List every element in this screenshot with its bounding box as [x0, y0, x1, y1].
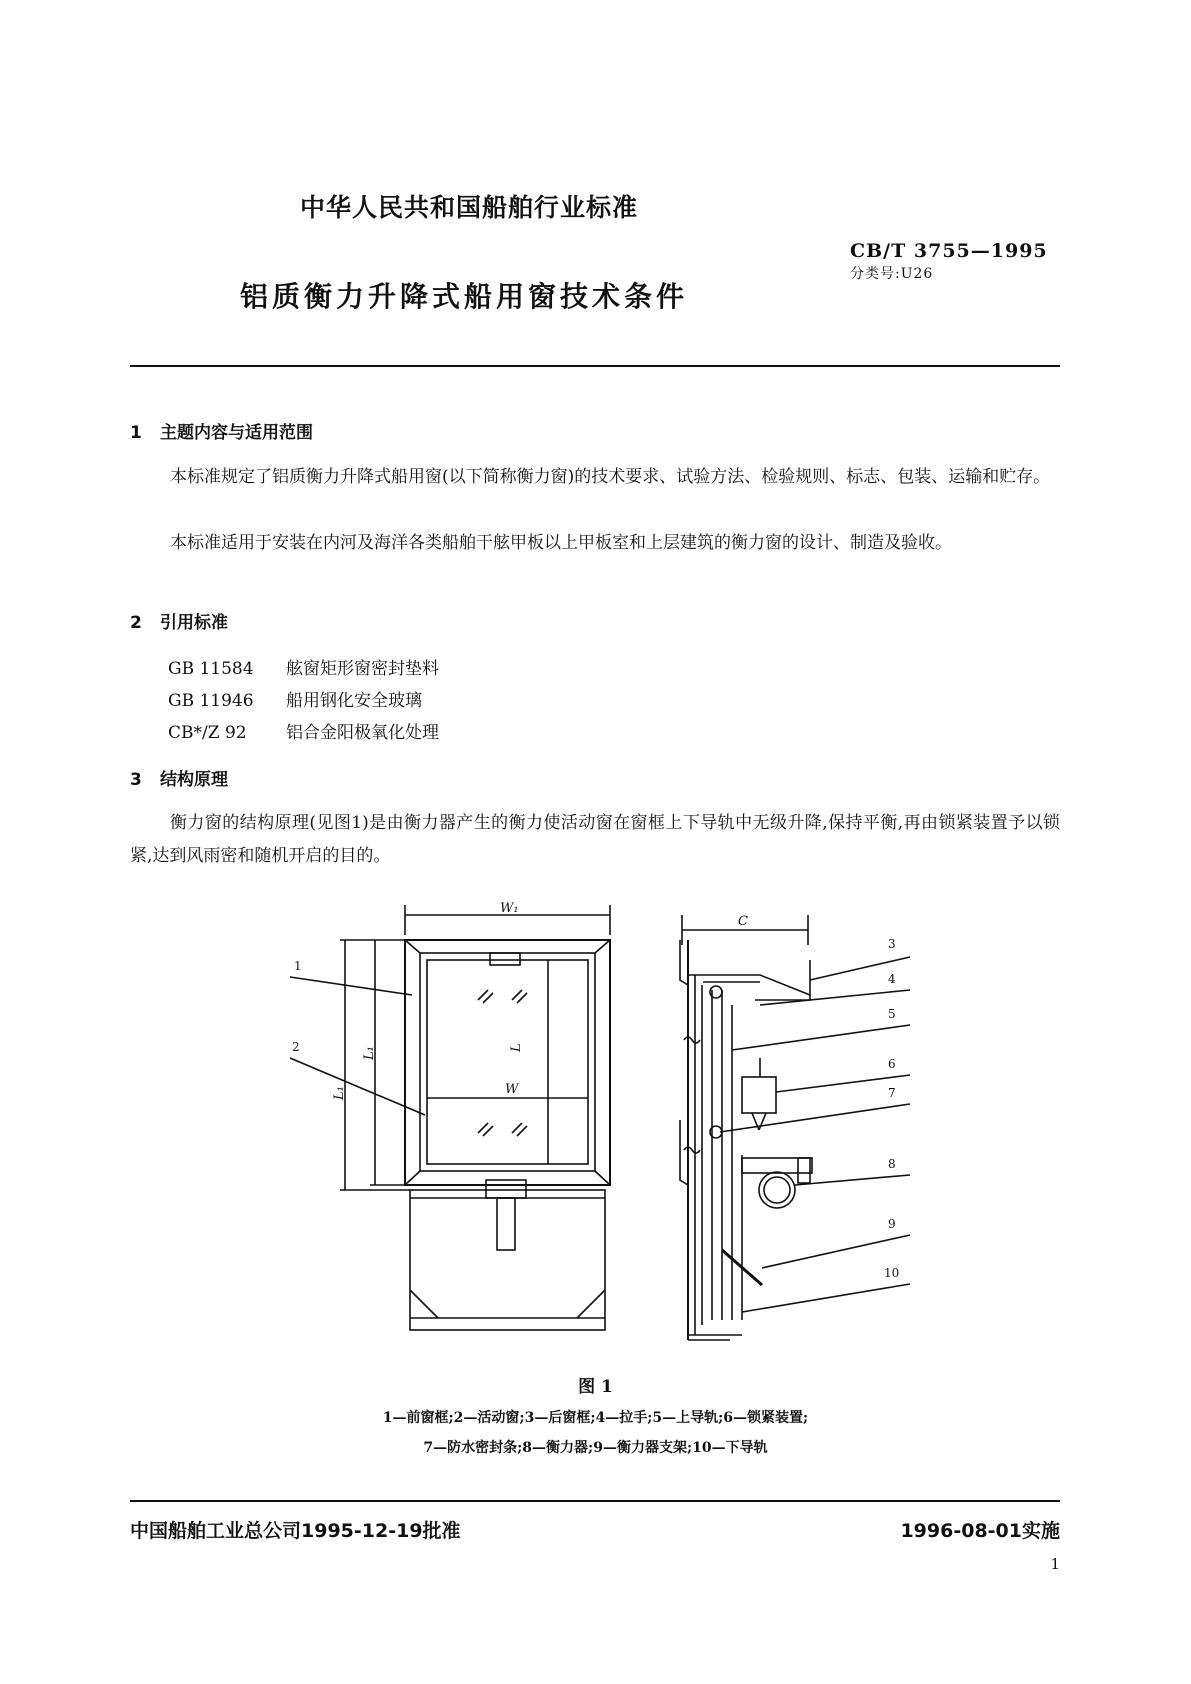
handle-mount	[486, 1180, 526, 1198]
frame-corner	[595, 940, 610, 953]
section-1-title: 主题内容与适用范围	[160, 423, 313, 443]
balancer-bracket-top	[742, 1158, 812, 1173]
leader-line-9	[762, 1235, 910, 1268]
figure-legend-line-2: 7—防水密封条;8—衡力器;9—衡力器支架;10—下导轨	[423, 1440, 768, 1456]
leader-line-5	[732, 1025, 910, 1050]
standard-org-title: 中华人民共和国船舶行业标准	[300, 193, 639, 222]
lower-brace	[410, 1290, 438, 1318]
balancer-inner	[764, 1177, 790, 1203]
locking-device	[742, 1077, 776, 1113]
label-callout-8: 8	[888, 1157, 896, 1171]
label-callout-7: 7	[888, 1086, 896, 1100]
footer-rule	[130, 1500, 1060, 1502]
figure-legend-line-1: 1—前窗框;2—活动窗;3—后窗框;4—拉手;5—上导轨;6—锁紧装置;	[382, 1410, 809, 1426]
section-1-paragraph-2: 本标准适用于安装在内河及海洋各类船舶干舷甲板以上甲板室和上层建筑的衡力窗的设计、制造及验收。	[170, 533, 952, 553]
label-callout-3: 3	[888, 937, 896, 951]
reference-name: 舷窗矩形窗密封垫料	[286, 659, 439, 679]
lower-box	[410, 1190, 605, 1330]
handle	[497, 1198, 515, 1250]
break-marks	[684, 1037, 700, 1153]
leader-line-4	[760, 990, 910, 1005]
label-c: C	[738, 914, 748, 929]
label-callout-9: 9	[888, 1217, 896, 1231]
reference-code: GB 11946	[168, 691, 254, 711]
reference-name: 铝合金阳极氧化处理	[286, 723, 439, 743]
standard-code: CB/T 3755—1995	[850, 240, 1048, 262]
approval-statement: 中国船舶工业总公司1995-12-19批准	[130, 1520, 461, 1542]
label-callout-4: 4	[888, 972, 896, 986]
label-w: W	[505, 1082, 519, 1097]
implementation-date: 1996-08-01实施	[900, 1520, 1060, 1542]
label-l: L	[509, 1043, 524, 1052]
reference-name: 船用钢化安全玻璃	[286, 691, 422, 711]
section-3-paragraph-1: 衡力窗的结构原理(见图1)是由衡力器产生的衡力使活动窗在窗框上下导轨中无级升降,保持平衡,再由锁紧装置予以锁紧,达到风雨密和随机开启的目的。	[130, 813, 1060, 866]
section-3-title: 结构原理	[160, 770, 228, 790]
outer-flange	[680, 940, 688, 1185]
figure-caption: 图 1	[578, 1377, 613, 1397]
frame-corner	[595, 1171, 610, 1185]
document-title: 铝质衡力升降式船用窗技术条件	[240, 280, 689, 313]
label-l1-inner: L₁	[362, 1046, 377, 1060]
label-callout-6: 6	[888, 1057, 896, 1071]
label-callout-2: 2	[292, 1040, 300, 1054]
section-1-paragraph-1: 本标准规定了铝质衡力升降式船用窗(以下简称衡力窗)的技术要求、试验方法、检验规则、标志、包装、运输和贮存。	[170, 467, 1051, 487]
top-profile-slope	[760, 975, 810, 995]
leader-line-10	[742, 1284, 910, 1312]
leader-line-8	[795, 1175, 910, 1185]
label-l1-outer: L₁	[332, 1086, 347, 1100]
reference-code: CB*/Z 92	[168, 723, 247, 743]
frame-corner	[405, 940, 420, 953]
lower-brace	[577, 1290, 605, 1318]
label-w1: W₁	[500, 901, 519, 916]
section-2-title: 引用标准	[160, 613, 228, 633]
label-callout-5: 5	[888, 1007, 896, 1021]
leader-line-7	[720, 1104, 910, 1132]
reference-code: GB 11584	[168, 659, 254, 679]
lock-pin	[759, 1113, 766, 1130]
front-window-frame-inner	[420, 953, 595, 1171]
leader-line-1	[290, 977, 412, 995]
top-latch	[490, 953, 520, 965]
section-2-number: 2	[130, 613, 142, 633]
frame-corner	[405, 1171, 420, 1185]
section-1-number: 1	[130, 423, 142, 443]
section-3-number: 3	[130, 770, 142, 790]
classification-number: 分类号:U26	[850, 266, 934, 282]
label-callout-1: 1	[294, 959, 302, 973]
glass-panel	[427, 960, 588, 1164]
balancer-bracket-side	[798, 1158, 810, 1183]
page-number: 1	[1050, 1555, 1060, 1573]
label-callout-10: 10	[884, 1266, 900, 1280]
outer-window-frame	[405, 940, 610, 1185]
